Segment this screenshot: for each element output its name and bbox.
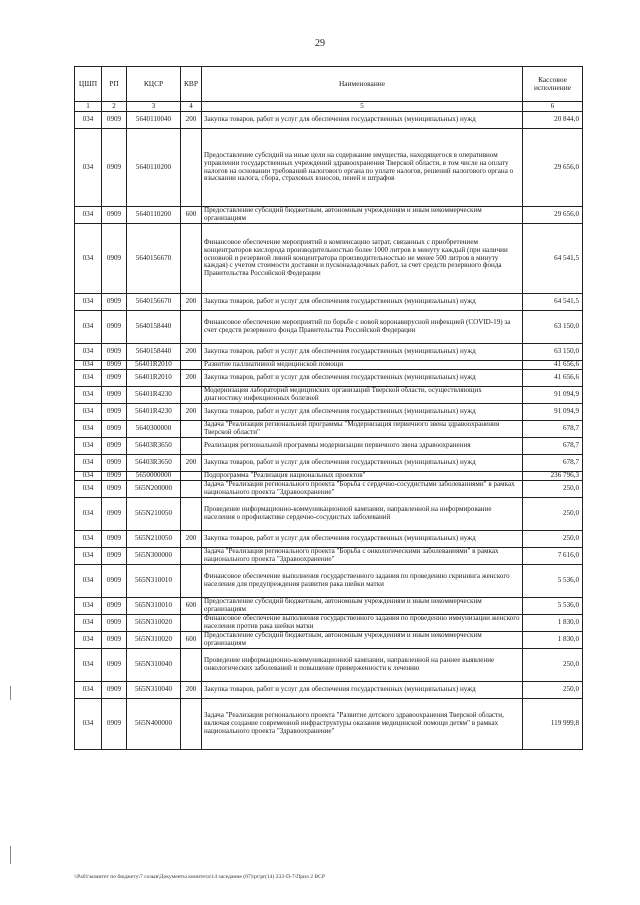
cell-name: Предоставление субсидий бюджетным, автономным учреждениям и иным некоммерческим организациям [202,632,523,649]
cell-name: Закупка товаров, работ и услуг для обеспечения государственных (муниципальных) нужд [202,344,523,361]
table-row [75,481,583,498]
cell-name: Задача "Реализация регионального проекта "Развитие детского здравоохранения Тверской области, включая создание современной инфраструктуры оказания медицинской помощи детям" в рамках национального проекта "Здравоохранение" [202,699,523,750]
cell-kvr: 200 [181,344,202,361]
cell-rp: 0909 [102,699,127,750]
table-row [75,455,583,472]
page-number: 29 [315,38,325,49]
cell-amount: 678,7 [523,455,583,472]
cell-ship: 034 [75,129,102,207]
cell-ship: 034 [75,344,102,361]
table-row [75,224,583,294]
footer-file-path: \\Pa01\комитет по бюджету\7 созыв\Документы комитета\14 заседание (07)\pr\pr(14) 233-П-7\Прил 2 ВСР [74,874,326,880]
cell-kcsr: 5640156670 [127,294,181,311]
table-row [75,649,583,682]
cell-rp: 0909 [102,344,127,361]
cell-ship: 034 [75,598,102,615]
cell-kvr [181,361,202,370]
cell-amount: 29 656,0 [523,207,583,224]
margin-mark [10,846,11,864]
cell-amount: 63 150,0 [523,311,583,344]
header-kvr: КВР [181,67,202,102]
cell-kcsr: 5650000000 [127,472,181,481]
cell-rp: 0909 [102,498,127,531]
cell-amount: 29 656,0 [523,129,583,207]
cell-name: Задача "Реализация регионального проекта "Борьба с сердечно-сосудистыми заболеваниями" в рамках национального проекта "Здравоохранение" [202,481,523,498]
cell-name: Закупка товаров, работ и услуг для обеспечения государственных (муниципальных) нужд [202,455,523,472]
column-number-row [75,102,583,112]
cell-ship: 034 [75,455,102,472]
cell-kcsr: 565N200000 [127,481,181,498]
cell-kcsr: 56401R2010 [127,370,181,387]
table-row [75,129,583,207]
cell-rp: 0909 [102,421,127,438]
cell-kcsr: 565N400000 [127,699,181,750]
column-number: 2 [102,102,127,112]
cell-kvr [181,649,202,682]
table-row [75,699,583,750]
table-row [75,294,583,311]
cell-name: Проведение информационно-коммуникационной кампании, направленной на информирование населения о профилактике сердечно-сосудистых заболеваний [202,498,523,531]
cell-rp: 0909 [102,598,127,615]
cell-kcsr: 56403R3650 [127,438,181,455]
cell-ship: 034 [75,632,102,649]
table-row [75,498,583,531]
cell-rp: 0909 [102,548,127,565]
cell-kcsr: 56401R2010 [127,361,181,370]
cell-amount: 678,7 [523,421,583,438]
cell-kvr [181,699,202,750]
cell-ship: 034 [75,699,102,750]
cell-kcsr: 565N310010 [127,598,181,615]
cell-kvr: 200 [181,370,202,387]
cell-kcsr: 565N310020 [127,615,181,632]
cell-amount: 250,0 [523,498,583,531]
cell-name: Закупка товаров, работ и услуг для обеспечения государственных (муниципальных) нужд [202,370,523,387]
cell-kvr [181,438,202,455]
table-row [75,548,583,565]
cell-rp: 0909 [102,112,127,129]
cell-amount: 678,7 [523,438,583,455]
cell-kcsr: 565N300000 [127,548,181,565]
cell-name: Задача "Реализация региональной программы "Модернизация первичного звена здравоохранения Тверской области" [202,421,523,438]
header-amount: Кассовое исполнение [523,67,583,102]
cell-amount: 41 656,6 [523,361,583,370]
cell-kcsr: 565N210050 [127,531,181,548]
table-row [75,682,583,699]
cell-kvr [181,129,202,207]
column-number: 1 [75,102,102,112]
header-kcsr: КЦСР [127,67,181,102]
cell-kcsr: 565N210050 [127,498,181,531]
cell-ship: 034 [75,531,102,548]
column-number: 4 [181,102,202,112]
cell-rp: 0909 [102,649,127,682]
cell-kvr [181,481,202,498]
cell-kvr [181,548,202,565]
cell-kvr [181,421,202,438]
column-number: 3 [127,102,181,112]
cell-kcsr: 56401R4230 [127,404,181,421]
cell-kvr [181,615,202,632]
cell-ship: 034 [75,548,102,565]
table-row [75,311,583,344]
cell-amount: 91 094,9 [523,404,583,421]
table-row [75,565,583,598]
cell-ship: 034 [75,112,102,129]
cell-amount: 5 536,0 [523,565,583,598]
cell-name: Подпрограмма "Реализация национальных проектов" [202,472,523,481]
cell-amount: 64 541,5 [523,224,583,294]
cell-ship: 034 [75,311,102,344]
cell-amount: 250,0 [523,531,583,548]
cell-kcsr: 56401R4230 [127,387,181,404]
cell-amount: 20 844,0 [523,112,583,129]
table-body [75,112,583,750]
cell-ship: 034 [75,481,102,498]
table-row [75,421,583,438]
cell-kcsr: 5640158440 [127,311,181,344]
cell-amount: 250,0 [523,481,583,498]
cell-rp: 0909 [102,129,127,207]
margin-mark [10,686,11,700]
cell-kcsr: 565N310040 [127,682,181,699]
cell-amount: 250,0 [523,649,583,682]
cell-ship: 034 [75,438,102,455]
cell-rp: 0909 [102,370,127,387]
cell-name: Закупка товаров, работ и услуг для обеспечения государственных (муниципальных) нужд [202,531,523,548]
column-number: 5 [202,102,523,112]
cell-amount: 250,0 [523,682,583,699]
table-row [75,112,583,129]
cell-amount: 1 830,0 [523,615,583,632]
cell-kvr [181,565,202,598]
cell-name: Закупка товаров, работ и услуг для обеспечения государственных (муниципальных) нужд [202,404,523,421]
cell-kvr [181,311,202,344]
cell-rp: 0909 [102,615,127,632]
cell-kcsr: 565N310010 [127,565,181,598]
cell-rp: 0909 [102,311,127,344]
cell-kvr: 200 [181,112,202,129]
cell-kcsr: 5640110040 [127,112,181,129]
cell-kcsr: 565N310020 [127,632,181,649]
cell-amount: 64 541,5 [523,294,583,311]
cell-rp: 0909 [102,387,127,404]
cell-rp: 0909 [102,565,127,598]
cell-rp: 0909 [102,207,127,224]
cell-amount: 119 999,8 [523,699,583,750]
cell-name: Реализация региональной программы модернизации первичного звена здравоохранения [202,438,523,455]
table-header-row [75,67,583,102]
cell-rp: 0909 [102,682,127,699]
cell-kvr [181,224,202,294]
cell-kcsr: 5640156670 [127,224,181,294]
cell-amount: 41 656,6 [523,370,583,387]
cell-kvr: 600 [181,207,202,224]
cell-kvr [181,498,202,531]
cell-kcsr: 5640300000 [127,421,181,438]
cell-kvr: 200 [181,404,202,421]
cell-ship: 034 [75,207,102,224]
cell-kcsr: 5640158440 [127,344,181,361]
table-row [75,387,583,404]
cell-rp: 0909 [102,361,127,370]
cell-name: Закупка товаров, работ и услуг для обеспечения государственных (муниципальных) нужд [202,112,523,129]
cell-ship: 034 [75,472,102,481]
cell-rp: 0909 [102,438,127,455]
cell-ship: 034 [75,565,102,598]
cell-name: Финансовое обеспечение выполнения государственного задания по проведению скрининга женского населения для предупреждения развития рака шейки матки [202,565,523,598]
cell-rp: 0909 [102,472,127,481]
table-row [75,615,583,632]
cell-rp: 0909 [102,455,127,472]
cell-ship: 034 [75,224,102,294]
cell-kvr [181,387,202,404]
cell-rp: 0909 [102,481,127,498]
cell-amount: 7 616,0 [523,548,583,565]
header-rp: РП [102,67,127,102]
cell-kcsr: 565N310040 [127,649,181,682]
cell-ship: 034 [75,294,102,311]
cell-name: Закупка товаров, работ и услуг для обеспечения государственных (муниципальных) нужд [202,682,523,699]
cell-rp: 0909 [102,224,127,294]
cell-kvr: 200 [181,455,202,472]
cell-kvr: 600 [181,598,202,615]
cell-amount: 1 830,0 [523,632,583,649]
cell-ship: 034 [75,361,102,370]
cell-kvr: 200 [181,294,202,311]
table-row [75,404,583,421]
cell-ship: 034 [75,649,102,682]
cell-rp: 0909 [102,294,127,311]
cell-ship: 034 [75,615,102,632]
cell-rp: 0909 [102,632,127,649]
cell-kcsr: 5640110200 [127,207,181,224]
column-number: 6 [523,102,583,112]
cell-name: Предоставление субсидий бюджетным, автономным учреждениям и иным некоммерческим организациям [202,598,523,615]
cell-ship: 034 [75,682,102,699]
cell-name: Закупка товаров, работ и услуг для обеспечения государственных (муниципальных) нужд [202,294,523,311]
cell-amount: 63 150,0 [523,344,583,361]
cell-ship: 034 [75,370,102,387]
cell-kvr [181,472,202,481]
cell-rp: 0909 [102,531,127,548]
cell-ship: 034 [75,421,102,438]
cell-kvr: 200 [181,531,202,548]
cell-name: Предоставление субсидий на иные цели на содержание имущества, находящегося в оперативном управлении государственных учреждений здравоохранения Тверской области, в том числе на оплату налогов на основании требований налогового органа по уплате налогов, решений налогового органа о взыскании налога, сбора, страховых взносов, пеней и штрафов [202,129,523,207]
cell-ship: 034 [75,387,102,404]
cell-ship: 034 [75,498,102,531]
table-row [75,207,583,224]
cell-name: Предоставление субсидий бюджетным, автономным учреждениям и иным некоммерческим организациям [202,207,523,224]
table-row [75,598,583,615]
cell-ship: 034 [75,404,102,421]
table-row [75,472,583,481]
budget-table [74,66,583,750]
cell-amount: 91 094,9 [523,387,583,404]
cell-name: Финансовое обеспечение мероприятий по борьбе с новой коронавирусной инфекцией (COVID-19) за счет средств резервного фонда Правительства Российской Федерации [202,311,523,344]
cell-name: Модернизация лабораторий медицинских организаций Тверской области, осуществляющих диагностику инфекционных болезней [202,387,523,404]
cell-name: Развитие паллиативной медицинской помощи [202,361,523,370]
cell-name: Финансовое обеспечение выполнения государственного задания по проведению иммунизации женского населения против рака шейки матки [202,615,523,632]
cell-kvr: 200 [181,682,202,699]
cell-name: Проведение информационно-коммуникационной кампании, направленной на раннее выявление онкологических заболеваний и повышение приверженности к лечению [202,649,523,682]
budget-table-wrapper [74,66,582,750]
header-name: Наименование [202,67,523,102]
table-row [75,632,583,649]
cell-amount: 236 796,3 [523,472,583,481]
cell-rp: 0909 [102,404,127,421]
cell-kvr: 600 [181,632,202,649]
table-row [75,370,583,387]
cell-kcsr: 56403R3650 [127,455,181,472]
cell-kcsr: 5640110200 [127,129,181,207]
cell-amount: 5 536,0 [523,598,583,615]
header-ship: ЦШП [75,67,102,102]
table-row [75,344,583,361]
cell-name: Финансовое обеспечение мероприятий в компенсацию затрат, связанных с приобретением концентраторов кислорода производительностью более 1000 литров в минуту каждый (при наличии основной и резервной линий концентратора производительностью не менее 500 литров в минуту каждая) с учетом стоимости доставки и пусконаладочных работ, за счет средств резервного фонда Правительства Российской Федерации [202,224,523,294]
table-row [75,438,583,455]
cell-name: Задача "Реализация регионального проекта "Борьба с онкологическими заболеваниями" в рамках национального проекта "Здравоохранение" [202,548,523,565]
table-row [75,531,583,548]
table-row [75,361,583,370]
